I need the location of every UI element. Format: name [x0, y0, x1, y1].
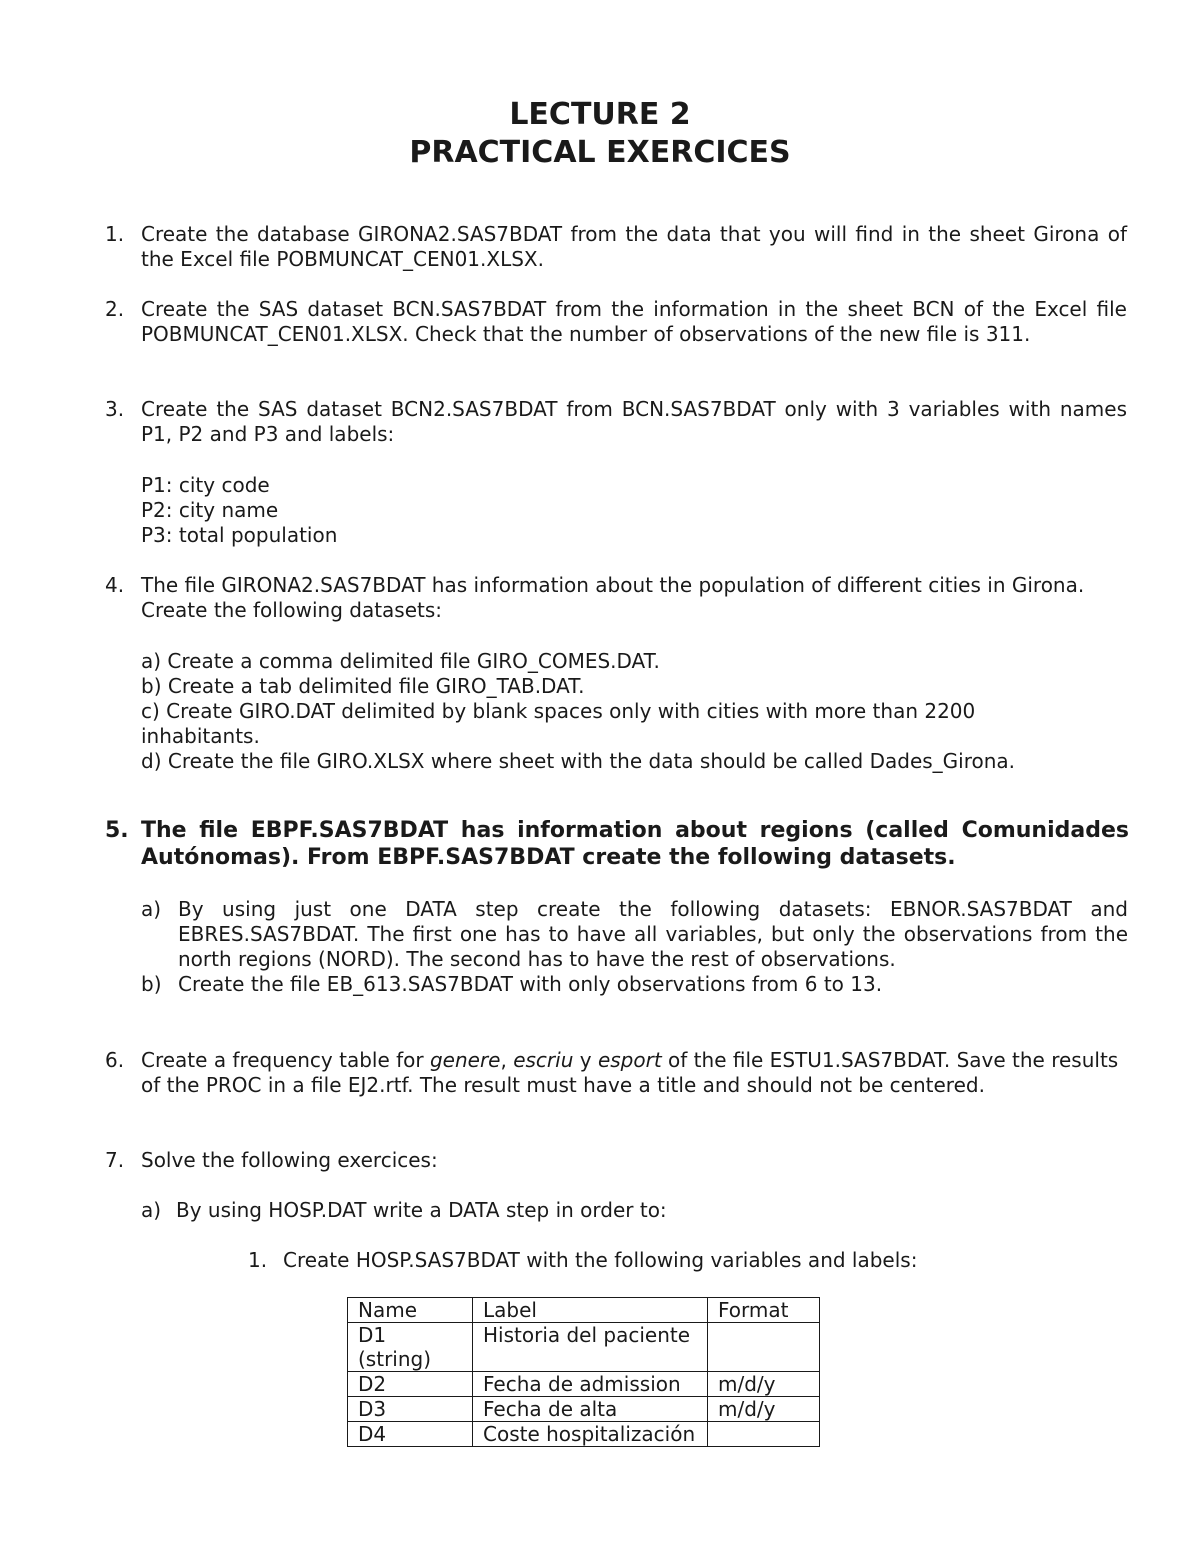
ex7-text: Solve the following exercices:: [141, 1148, 438, 1172]
table-header-label: Label: [473, 1298, 708, 1323]
table-row: [348, 1397, 820, 1422]
ex2-number: 2.: [105, 297, 125, 321]
ex7-a-label: a): [141, 1198, 162, 1222]
ex6-text-part3: y: [573, 1048, 598, 1072]
ex4-item-a: a) Create a comma delimited file GIRO_COMES.DAT.: [141, 649, 660, 673]
ex7-item-a: By using HOSP.DAT write a DATA step in order to:: [176, 1198, 667, 1222]
table-header-name: Name: [348, 1298, 473, 1323]
ex6-var-genere: genere: [429, 1048, 501, 1072]
ex7-number: 7.: [105, 1148, 125, 1172]
ex6-text: [141, 1048, 1131, 1098]
ex4-item-c: c) Create GIRO.DAT delimited by blank spaces only with cities with more than 2200 inhabitants.: [141, 699, 976, 748]
ex4-item-b: b) Create a tab delimited file GIRO_TAB.DAT.: [141, 674, 585, 698]
table-row: [348, 1422, 820, 1447]
ex2-text: Create the SAS dataset BCN.SAS7BDAT from the information in the sheet BCN of the Excel file POBMUNCAT_CEN01.XLSX. Check that the number of observations of the new file is 311.: [141, 297, 1127, 346]
ex6-text-part2: ,: [500, 1048, 514, 1072]
ex4-text: The file GIRONA2.SAS7BDAT has information about the population of different cities in Girona. Create the following datasets:: [141, 573, 1085, 622]
table-cell: Coste hospitalización: [473, 1422, 708, 1447]
ex5-item-a: By using just one DATA step create the following datasets: EBNOR.SAS7BDAT and EBRES.SAS7BDAT. The first one has to have all variables, but only the observations from the north regions (NORD). The second has to have the rest of observations.: [178, 897, 1128, 971]
lecture-title: LECTURE 2: [509, 97, 691, 132]
table-cell: Fecha de admission: [473, 1372, 708, 1397]
table-cell: D3: [348, 1397, 473, 1422]
table-header-row: [348, 1298, 820, 1323]
ex1-number: 1.: [105, 222, 125, 246]
ex6-text-part1: Create a frequency table for: [141, 1048, 430, 1072]
table-cell: [708, 1422, 820, 1447]
ex6-text-part4: of the file ESTU1.SAS7BDAT. Save the results of the PROC in a file EJ2.rtf. The result must have a title and should not be centered.: [141, 1048, 1119, 1097]
ex5-text: The file EBPF.SAS7BDAT has information about regions (called Comunidades Autónomas). From EBPF.SAS7BDAT create the following datasets.: [141, 818, 1129, 870]
practical-exercices-title: PRACTICAL EXERCICES: [409, 135, 791, 170]
ex4-item-d: d) Create the file GIRO.XLSX where sheet with the data should be called Dades_Girona.: [141, 749, 1016, 773]
table-cell: m/d/y: [708, 1397, 820, 1422]
ex5-item-b: Create the file EB_613.SAS7BDAT with only observations from 6 to 13.: [178, 972, 883, 996]
ex1-text: Create the database GIRONA2.SAS7BDAT from the data that you will find in the sheet Girona of the Excel file POBMUNCAT_CEN01.XLSX.: [141, 222, 1127, 271]
table-cell: Fecha de alta: [473, 1397, 708, 1422]
ex5-a-label: a): [141, 897, 162, 921]
ex3-var-p2: P2: city name: [141, 498, 279, 522]
table-cell: D4: [348, 1422, 473, 1447]
ex6-number: 6.: [105, 1048, 125, 1072]
table-row: [348, 1372, 820, 1397]
ex7-sub1-number: 1.: [248, 1248, 268, 1272]
table-cell: m/d/y: [708, 1372, 820, 1397]
ex3-var-p3: P3: total population: [141, 523, 338, 547]
ex3-number: 3.: [105, 397, 125, 421]
ex5-number: 5.: [105, 818, 129, 843]
table-cell: D1 (string): [348, 1323, 473, 1372]
ex4-number: 4.: [105, 573, 125, 597]
ex6-var-esport: esport: [597, 1048, 662, 1072]
variables-table: [347, 1297, 820, 1447]
table-cell: D2: [348, 1372, 473, 1397]
table-cell: [708, 1323, 820, 1372]
ex3-var-p1: P1: city code: [141, 473, 270, 497]
table-row: [348, 1323, 820, 1372]
table-cell: Historia del paciente: [473, 1323, 708, 1372]
ex7-sub1-text: Create HOSP.SAS7BDAT with the following variables and labels:: [283, 1248, 918, 1272]
table-header-format: Format: [708, 1298, 820, 1323]
ex5-b-label: b): [141, 972, 162, 996]
ex3-text: Create the SAS dataset BCN2.SAS7BDAT from BCN.SAS7BDAT only with 3 variables with names P1, P2 and P3 and labels:: [141, 397, 1127, 446]
ex6-var-escriu: escriu: [513, 1048, 574, 1072]
